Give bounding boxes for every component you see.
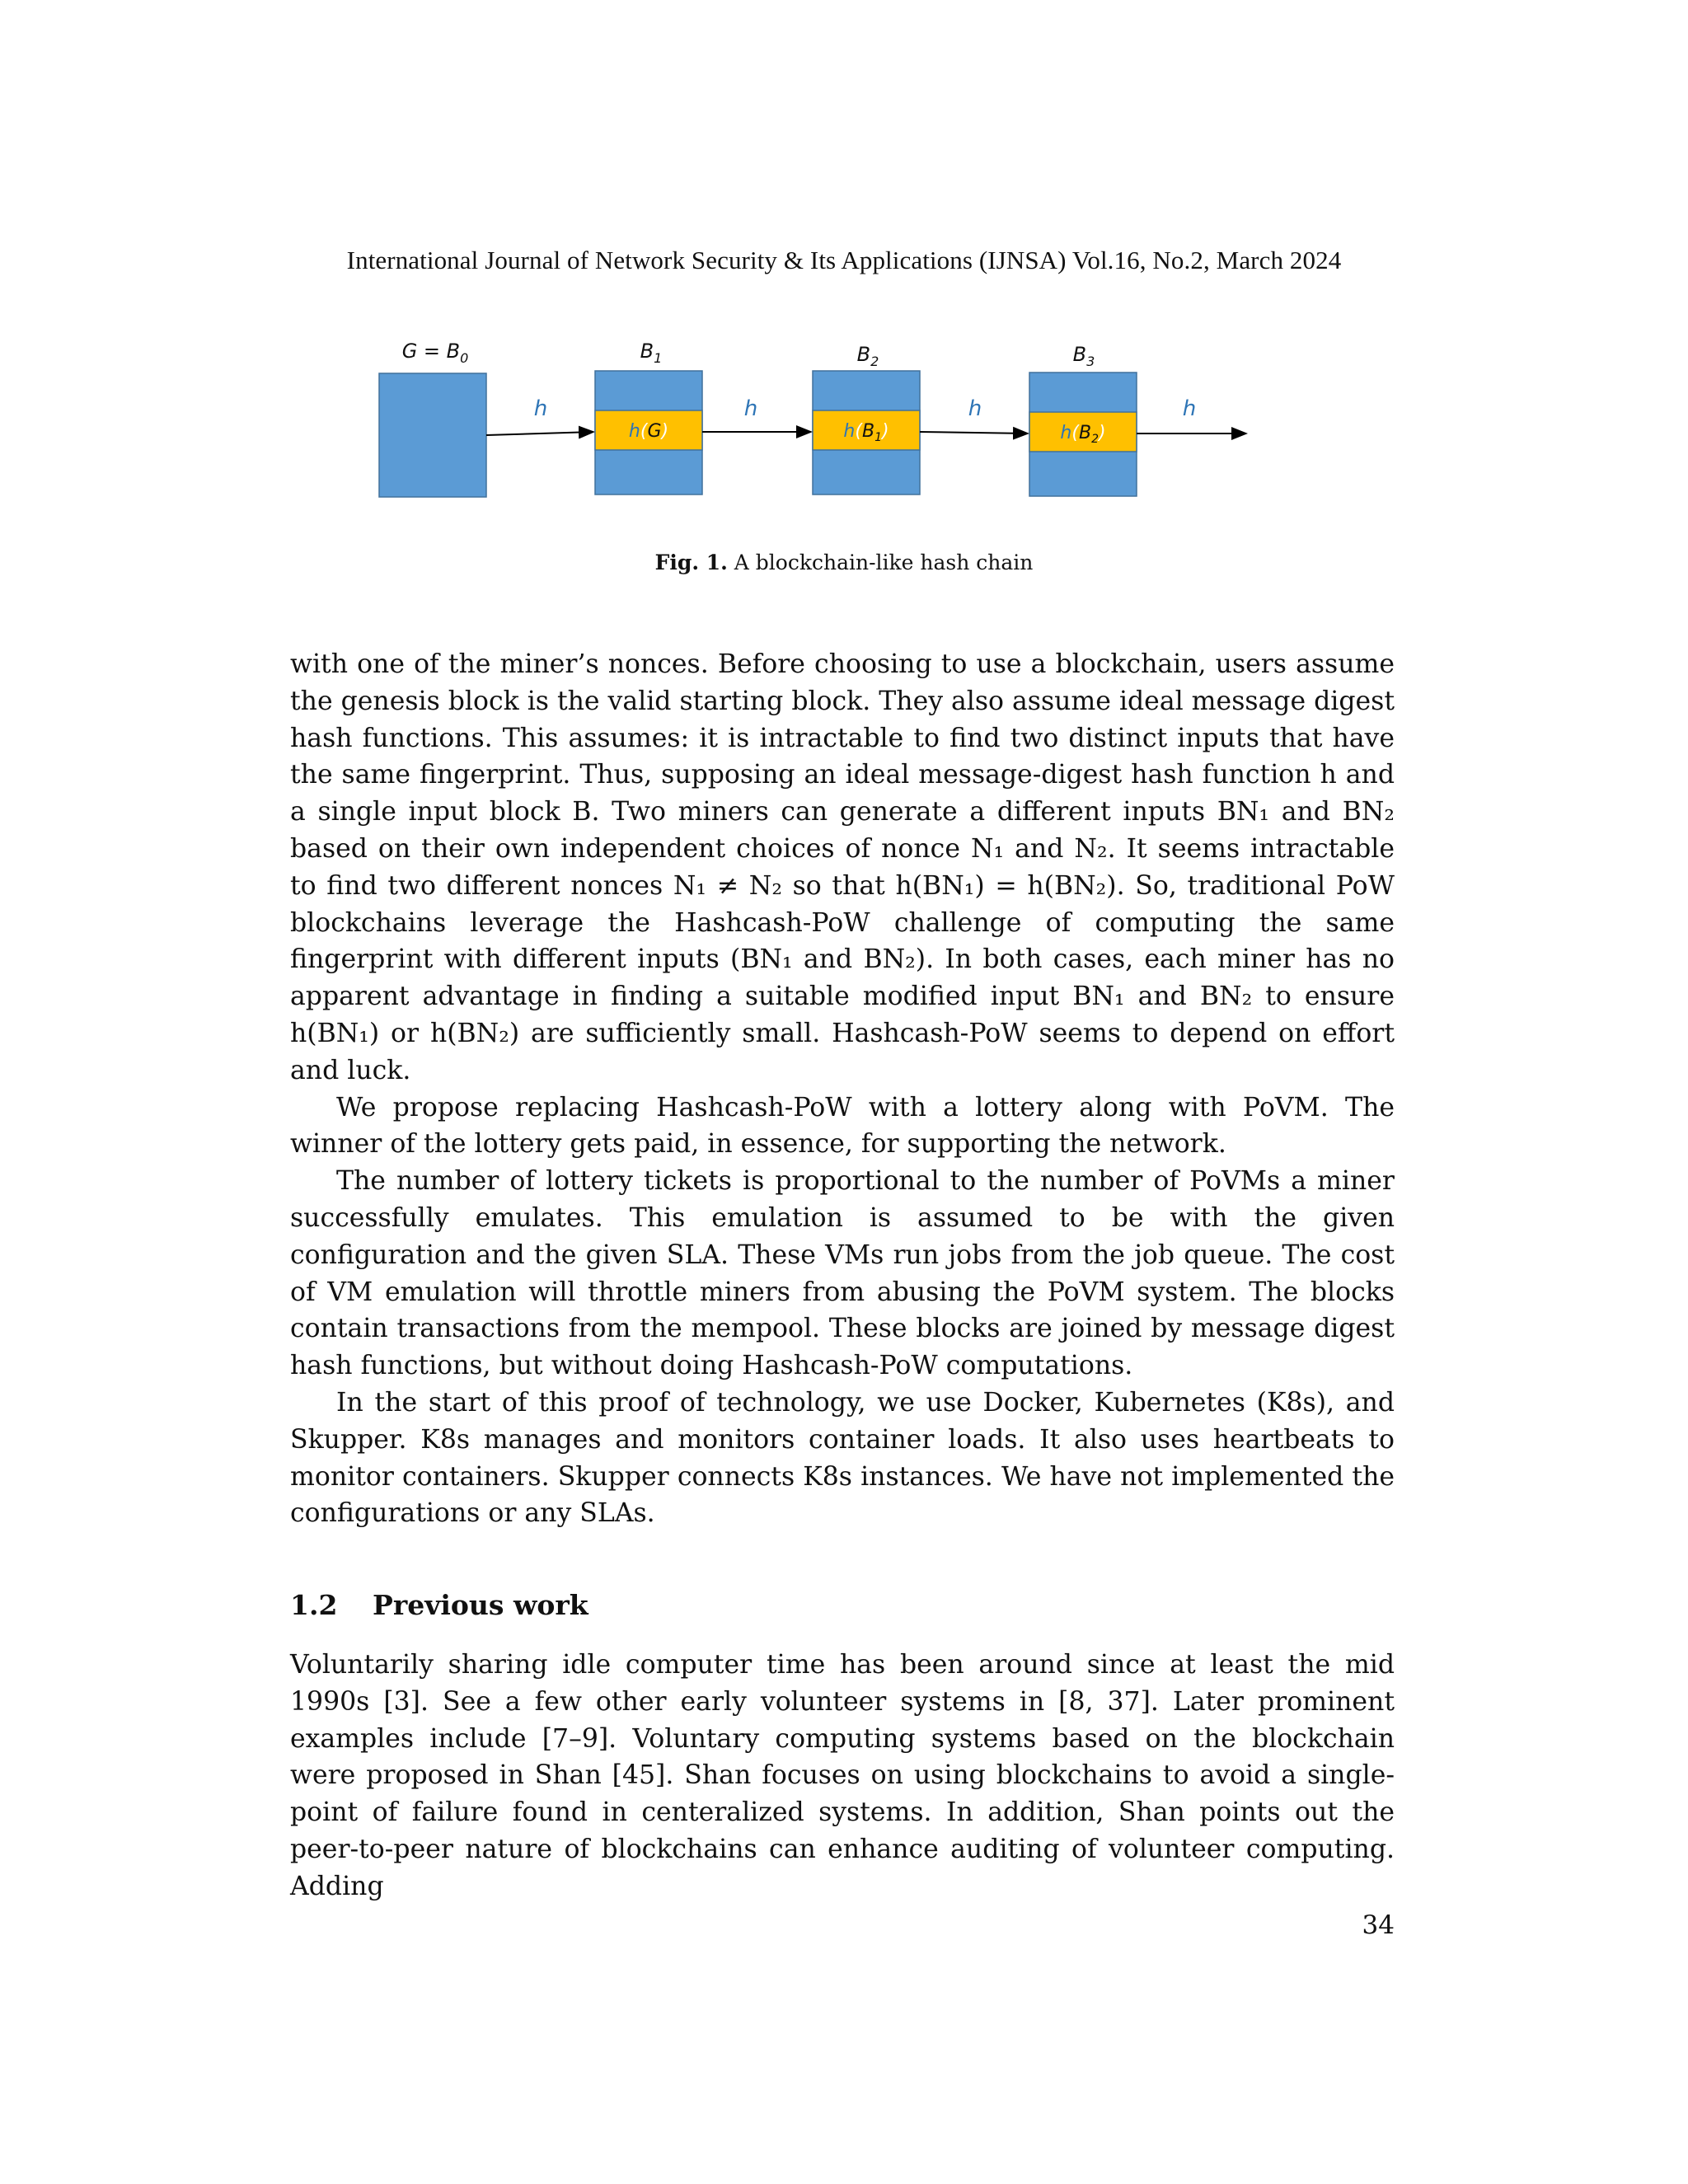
body-paragraph: with one of the miner’s nonces. Before choosing to use a blockchain, users assume the genesis block is the valid starting block. They also assume ideal message digest hash functions. This assumes: it is intractable to find two distinct inputs that have the same fingerprint. Thus, supposing an ideal message-digest hash function h and a single input block B. Two miners can generate a different inputs BN₁ and BN₂ based on their own independent choices of nonce N₁ and N₂. It seems intractable to find two different nonces N₁ ≠ N₂ so that h(BN₁) = h(BN₂). So, traditional PoW blockchains leverage the Hashcash-PoW challenge of computing the same fingerprint with different inputs (BN₁ and BN₂). In both cases, each miner has no apparent advantage in finding a suitable modified input BN₁ and BN₂ to ensure h(BN₁) or h(BN₂) are sufficiently small. Hashcash-PoW seems to depend on effort and luck.: [290, 649, 1395, 1085]
hash-label-b3: $h(B_2)$: [1060, 423, 1106, 446]
running-header: International Journal of Network Security & Its Applications (IJNSA) Vol.16, No.2, March 2024: [346, 246, 1342, 274]
body-paragraph: We propose replacing Hashcash-PoW with a lottery along with PoVM. The winner of the lottery gets paid, in essence, for supporting the network.: [290, 1092, 1395, 1160]
arrow-b2-to-b3: [920, 432, 1028, 434]
arrow-label-2: h: [743, 396, 758, 421]
block-label-genesis: $G = B_0$: [401, 340, 469, 366]
caption-prefix: Fig. 1.: [654, 551, 728, 574]
block-label-b1: $B_1$: [640, 340, 663, 366]
block-label-b2: $B_2$: [856, 343, 879, 369]
figure-caption: [0, 551, 1688, 574]
body-text: [290, 646, 1395, 1532]
section-number: 1.2: [290, 1589, 338, 1621]
arrow-g-to-b1: [486, 432, 593, 435]
hash-chain-diagram: [0, 330, 1688, 527]
section-title: Previous work: [373, 1589, 588, 1621]
arrow-label-3: h: [968, 396, 982, 421]
caption-text: A blockchain-like hash chain: [734, 551, 1034, 574]
hash-chain-figure: [0, 330, 1688, 527]
body-paragraph: In the start of this proof of technology, we use Docker, Kubernetes (K8s), and Skupper. K8s manages and monitors container loads. It also uses heartbeats to monitor containers. Skupper connects K8s instances. We have not implemented the configurations or any SLAs.: [290, 1387, 1395, 1529]
section-paragraph: Voluntarily sharing idle computer time has been around since at least the mid 1990s [3]. See a few other early volunteer systems in [8, 37]. Later prominent examples include [7–9]. Voluntary computing systems based on the blockchain were proposed in Shan [45]. Shan focuses on using blockchains to avoid a single-point of failure found in centeralized systems. In addition, Shan points out the peer-to-peer nature of blockchains can enhance auditing of volunteer computing. Adding: [290, 1650, 1395, 1901]
section-heading: [290, 1589, 588, 1621]
page-number: 34: [1362, 1910, 1395, 1940]
body-paragraph: The number of lottery tickets is proportional to the number of PoVMs a miner successfully emulates. This emulation is assumed to be with the given configuration and the given SLA. These VMs run jobs from the job queue. The cost of VM emulation will throttle miners from abusing the PoVM system. The blocks contain transactions from the mempool. These blocks are joined by message digest hash functions, but without doing Hashcash-PoW computations.: [290, 1166, 1395, 1381]
hash-label-b1: h(G): [628, 421, 669, 442]
genesis-block: [379, 373, 486, 497]
hash-label-b2: $h(B_1)$: [843, 421, 889, 444]
block-label-b3: $B_3$: [1072, 343, 1095, 369]
arrow-label-4: h: [1182, 396, 1197, 421]
arrow-label-1: h: [533, 396, 548, 421]
